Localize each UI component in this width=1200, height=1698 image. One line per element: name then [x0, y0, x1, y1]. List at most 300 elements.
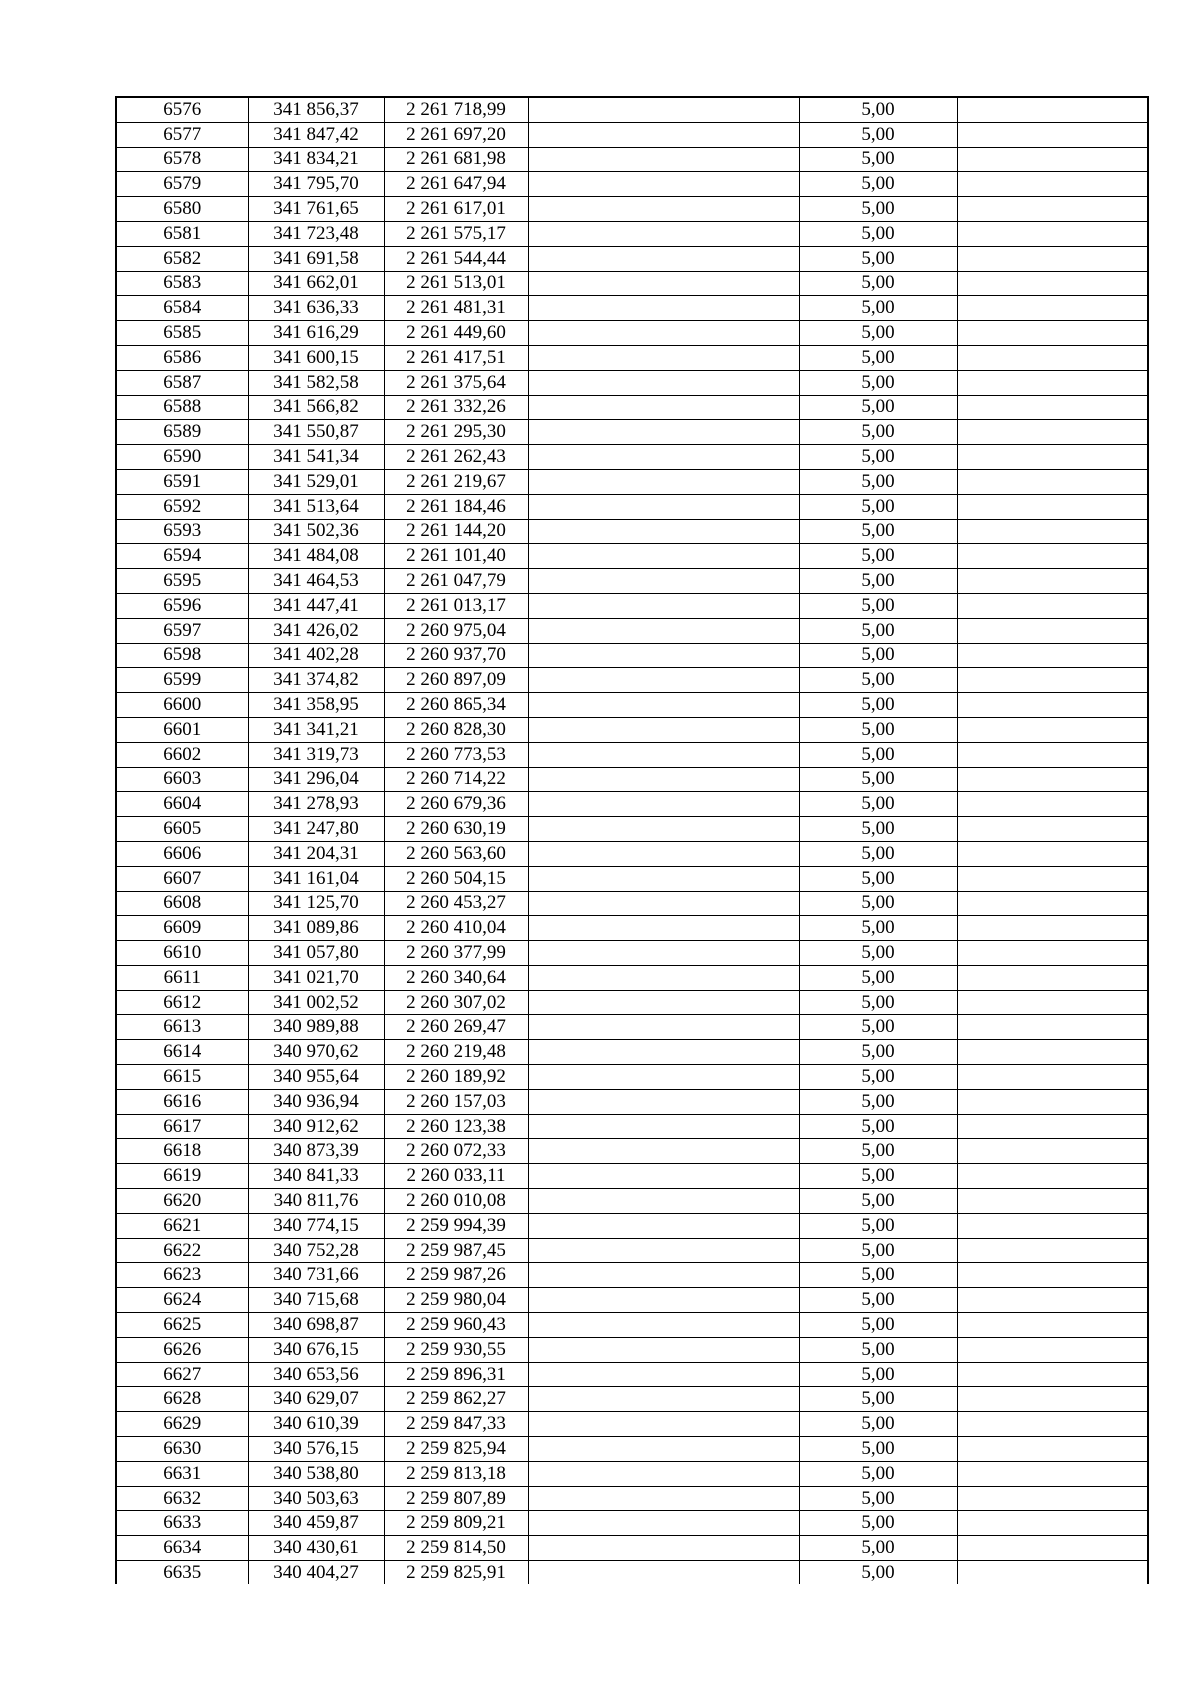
- blank-cell: [528, 569, 799, 594]
- accuracy-cell: 5,00: [799, 345, 957, 370]
- x-coordinate-cell: 340 841,33: [248, 1164, 384, 1189]
- accuracy-cell: 5,00: [799, 296, 957, 321]
- point-number-cell: 6614: [116, 1040, 248, 1065]
- point-number-cell: 6582: [116, 246, 248, 271]
- y-coordinate-cell: 2 260 123,38: [384, 1114, 528, 1139]
- notes-cell: [957, 792, 1148, 817]
- point-number-cell: 6576: [116, 97, 248, 122]
- x-coordinate-cell: 340 715,68: [248, 1288, 384, 1313]
- point-number-cell: 6615: [116, 1065, 248, 1090]
- accuracy-cell: 5,00: [799, 172, 957, 197]
- notes-cell: [957, 1387, 1148, 1412]
- point-number-cell: 6622: [116, 1238, 248, 1263]
- notes-cell: [957, 643, 1148, 668]
- notes-cell: [957, 345, 1148, 370]
- table-row: [116, 866, 1148, 891]
- blank-cell: [528, 1015, 799, 1040]
- point-number-cell: 6600: [116, 693, 248, 718]
- accuracy-cell: 5,00: [799, 693, 957, 718]
- notes-cell: [957, 1189, 1148, 1214]
- notes-cell: [957, 1040, 1148, 1065]
- blank-cell: [528, 668, 799, 693]
- accuracy-cell: 5,00: [799, 544, 957, 569]
- point-number-cell: 6589: [116, 420, 248, 445]
- blank-cell: [528, 420, 799, 445]
- y-coordinate-cell: 2 260 865,34: [384, 693, 528, 718]
- y-coordinate-cell: 2 259 896,31: [384, 1362, 528, 1387]
- accuracy-cell: 5,00: [799, 197, 957, 222]
- table-row: [116, 97, 1148, 122]
- y-coordinate-cell: 2 259 930,55: [384, 1337, 528, 1362]
- blank-cell: [528, 1561, 799, 1585]
- table-row: [116, 246, 1148, 271]
- table-row: [116, 1486, 1148, 1511]
- x-coordinate-cell: 341 358,95: [248, 693, 384, 718]
- notes-cell: [957, 1337, 1148, 1362]
- blank-cell: [528, 1536, 799, 1561]
- y-coordinate-cell: 2 260 504,15: [384, 866, 528, 891]
- table-row: [116, 1362, 1148, 1387]
- point-number-cell: 6626: [116, 1337, 248, 1362]
- table-row: [116, 767, 1148, 792]
- accuracy-cell: 5,00: [799, 147, 957, 172]
- table-row: [116, 1040, 1148, 1065]
- point-number-cell: 6632: [116, 1486, 248, 1511]
- x-coordinate-cell: 341 582,58: [248, 370, 384, 395]
- blank-cell: [528, 1164, 799, 1189]
- accuracy-cell: 5,00: [799, 1015, 957, 1040]
- blank-cell: [528, 122, 799, 147]
- accuracy-cell: 5,00: [799, 841, 957, 866]
- point-number-cell: 6602: [116, 742, 248, 767]
- notes-cell: [957, 693, 1148, 718]
- point-number-cell: 6596: [116, 593, 248, 618]
- table-row: [116, 122, 1148, 147]
- point-number-cell: 6635: [116, 1561, 248, 1585]
- x-coordinate-cell: 341 089,86: [248, 916, 384, 941]
- accuracy-cell: 5,00: [799, 1065, 957, 1090]
- blank-cell: [528, 817, 799, 842]
- notes-cell: [957, 494, 1148, 519]
- x-coordinate-cell: 341 402,28: [248, 643, 384, 668]
- y-coordinate-cell: 2 259 825,91: [384, 1561, 528, 1585]
- notes-cell: [957, 841, 1148, 866]
- blank-cell: [528, 1114, 799, 1139]
- x-coordinate-cell: 341 464,53: [248, 569, 384, 594]
- accuracy-cell: 5,00: [799, 916, 957, 941]
- table-row: [116, 1337, 1148, 1362]
- x-coordinate-cell: 340 404,27: [248, 1561, 384, 1585]
- y-coordinate-cell: 2 259 807,89: [384, 1486, 528, 1511]
- point-number-cell: 6619: [116, 1164, 248, 1189]
- accuracy-cell: 5,00: [799, 1114, 957, 1139]
- y-coordinate-cell: 2 260 033,11: [384, 1164, 528, 1189]
- accuracy-cell: 5,00: [799, 1288, 957, 1313]
- table-row: [116, 370, 1148, 395]
- table-body: [116, 97, 1148, 1584]
- x-coordinate-cell: 340 653,56: [248, 1362, 384, 1387]
- y-coordinate-cell: 2 260 410,04: [384, 916, 528, 941]
- notes-cell: [957, 395, 1148, 420]
- notes-cell: [957, 1238, 1148, 1263]
- table-row: [116, 1189, 1148, 1214]
- y-coordinate-cell: 2 261 295,30: [384, 420, 528, 445]
- x-coordinate-cell: 340 503,63: [248, 1486, 384, 1511]
- y-coordinate-cell: 2 260 828,30: [384, 717, 528, 742]
- blank-cell: [528, 469, 799, 494]
- x-coordinate-cell: 340 610,39: [248, 1412, 384, 1437]
- y-coordinate-cell: 2 261 375,64: [384, 370, 528, 395]
- notes-cell: [957, 1536, 1148, 1561]
- y-coordinate-cell: 2 261 718,99: [384, 97, 528, 122]
- notes-cell: [957, 246, 1148, 271]
- blank-cell: [528, 395, 799, 420]
- table-row: [116, 1437, 1148, 1462]
- table-row: [116, 618, 1148, 643]
- accuracy-cell: 5,00: [799, 1263, 957, 1288]
- blank-cell: [528, 866, 799, 891]
- notes-cell: [957, 965, 1148, 990]
- blank-cell: [528, 717, 799, 742]
- accuracy-cell: 5,00: [799, 593, 957, 618]
- y-coordinate-cell: 2 259 809,21: [384, 1511, 528, 1536]
- y-coordinate-cell: 2 260 679,36: [384, 792, 528, 817]
- y-coordinate-cell: 2 260 937,70: [384, 643, 528, 668]
- accuracy-cell: 5,00: [799, 97, 957, 122]
- notes-cell: [957, 1437, 1148, 1462]
- accuracy-cell: 5,00: [799, 618, 957, 643]
- accuracy-cell: 5,00: [799, 742, 957, 767]
- blank-cell: [528, 1263, 799, 1288]
- blank-cell: [528, 494, 799, 519]
- x-coordinate-cell: 341 319,73: [248, 742, 384, 767]
- blank-cell: [528, 246, 799, 271]
- y-coordinate-cell: 2 260 010,08: [384, 1189, 528, 1214]
- notes-cell: [957, 817, 1148, 842]
- notes-cell: [957, 569, 1148, 594]
- notes-cell: [957, 1213, 1148, 1238]
- notes-cell: [957, 668, 1148, 693]
- table-row: [116, 445, 1148, 470]
- table-row: [116, 717, 1148, 742]
- x-coordinate-cell: 340 731,66: [248, 1263, 384, 1288]
- accuracy-cell: 5,00: [799, 395, 957, 420]
- x-coordinate-cell: 341 002,52: [248, 990, 384, 1015]
- table-row: [116, 345, 1148, 370]
- x-coordinate-cell: 340 430,61: [248, 1536, 384, 1561]
- accuracy-cell: 5,00: [799, 1362, 957, 1387]
- y-coordinate-cell: 2 261 184,46: [384, 494, 528, 519]
- x-coordinate-cell: 340 989,88: [248, 1015, 384, 1040]
- x-coordinate-cell: 340 873,39: [248, 1139, 384, 1164]
- blank-cell: [528, 221, 799, 246]
- notes-cell: [957, 420, 1148, 445]
- x-coordinate-cell: 340 576,15: [248, 1437, 384, 1462]
- notes-cell: [957, 1313, 1148, 1338]
- point-number-cell: 6611: [116, 965, 248, 990]
- y-coordinate-cell: 2 260 563,60: [384, 841, 528, 866]
- notes-cell: [957, 122, 1148, 147]
- y-coordinate-cell: 2 261 101,40: [384, 544, 528, 569]
- notes-cell: [957, 296, 1148, 321]
- y-coordinate-cell: 2 261 544,44: [384, 246, 528, 271]
- accuracy-cell: 5,00: [799, 321, 957, 346]
- x-coordinate-cell: 341 161,04: [248, 866, 384, 891]
- point-number-cell: 6599: [116, 668, 248, 693]
- notes-cell: [957, 271, 1148, 296]
- point-number-cell: 6629: [116, 1412, 248, 1437]
- point-number-cell: 6623: [116, 1263, 248, 1288]
- blank-cell: [528, 792, 799, 817]
- x-coordinate-cell: 341 600,15: [248, 345, 384, 370]
- notes-cell: [957, 172, 1148, 197]
- x-coordinate-cell: 341 502,36: [248, 519, 384, 544]
- notes-cell: [957, 1164, 1148, 1189]
- point-number-cell: 6608: [116, 891, 248, 916]
- x-coordinate-cell: 341 662,01: [248, 271, 384, 296]
- accuracy-cell: 5,00: [799, 990, 957, 1015]
- x-coordinate-cell: 340 936,94: [248, 1089, 384, 1114]
- blank-cell: [528, 742, 799, 767]
- blank-cell: [528, 321, 799, 346]
- notes-cell: [957, 519, 1148, 544]
- x-coordinate-cell: 341 761,65: [248, 197, 384, 222]
- x-coordinate-cell: 341 341,21: [248, 717, 384, 742]
- blank-cell: [528, 643, 799, 668]
- blank-cell: [528, 916, 799, 941]
- y-coordinate-cell: 2 259 847,33: [384, 1412, 528, 1437]
- notes-cell: [957, 97, 1148, 122]
- notes-cell: [957, 1362, 1148, 1387]
- point-number-cell: 6633: [116, 1511, 248, 1536]
- table-row: [116, 420, 1148, 445]
- point-number-cell: 6616: [116, 1089, 248, 1114]
- blank-cell: [528, 618, 799, 643]
- point-number-cell: 6627: [116, 1362, 248, 1387]
- blank-cell: [528, 1213, 799, 1238]
- y-coordinate-cell: 2 260 072,33: [384, 1139, 528, 1164]
- blank-cell: [528, 1511, 799, 1536]
- accuracy-cell: 5,00: [799, 717, 957, 742]
- point-number-cell: 6592: [116, 494, 248, 519]
- blank-cell: [528, 841, 799, 866]
- notes-cell: [957, 1139, 1148, 1164]
- point-number-cell: 6597: [116, 618, 248, 643]
- y-coordinate-cell: 2 260 307,02: [384, 990, 528, 1015]
- x-coordinate-cell: 341 426,02: [248, 618, 384, 643]
- table-row: [116, 1288, 1148, 1313]
- x-coordinate-cell: 341 513,64: [248, 494, 384, 519]
- blank-cell: [528, 1139, 799, 1164]
- table-row: [116, 1238, 1148, 1263]
- notes-cell: [957, 469, 1148, 494]
- blank-cell: [528, 296, 799, 321]
- x-coordinate-cell: 341 616,29: [248, 321, 384, 346]
- table-row: [116, 1387, 1148, 1412]
- notes-cell: [957, 1089, 1148, 1114]
- point-number-cell: 6609: [116, 916, 248, 941]
- table-row: [116, 271, 1148, 296]
- accuracy-cell: 5,00: [799, 1387, 957, 1412]
- accuracy-cell: 5,00: [799, 767, 957, 792]
- table-row: [116, 693, 1148, 718]
- point-number-cell: 6579: [116, 172, 248, 197]
- accuracy-cell: 5,00: [799, 1040, 957, 1065]
- table-row: [116, 841, 1148, 866]
- table-row: [116, 1313, 1148, 1338]
- blank-cell: [528, 1486, 799, 1511]
- point-number-cell: 6606: [116, 841, 248, 866]
- accuracy-cell: 5,00: [799, 1486, 957, 1511]
- accuracy-cell: 5,00: [799, 941, 957, 966]
- accuracy-cell: 5,00: [799, 1511, 957, 1536]
- table-row: [116, 147, 1148, 172]
- blank-cell: [528, 1238, 799, 1263]
- y-coordinate-cell: 2 261 144,20: [384, 519, 528, 544]
- table-row: [116, 569, 1148, 594]
- blank-cell: [528, 965, 799, 990]
- table-row: [116, 593, 1148, 618]
- x-coordinate-cell: 340 752,28: [248, 1238, 384, 1263]
- y-coordinate-cell: 2 261 617,01: [384, 197, 528, 222]
- blank-cell: [528, 1288, 799, 1313]
- point-number-cell: 6587: [116, 370, 248, 395]
- point-number-cell: 6578: [116, 147, 248, 172]
- blank-cell: [528, 1089, 799, 1114]
- blank-cell: [528, 97, 799, 122]
- blank-cell: [528, 172, 799, 197]
- y-coordinate-cell: 2 261 047,79: [384, 569, 528, 594]
- point-number-cell: 6604: [116, 792, 248, 817]
- table-row: [116, 1065, 1148, 1090]
- notes-cell: [957, 1412, 1148, 1437]
- notes-cell: [957, 147, 1148, 172]
- blank-cell: [528, 593, 799, 618]
- y-coordinate-cell: 2 260 340,64: [384, 965, 528, 990]
- point-number-cell: 6631: [116, 1461, 248, 1486]
- accuracy-cell: 5,00: [799, 1313, 957, 1338]
- blank-cell: [528, 990, 799, 1015]
- accuracy-cell: 5,00: [799, 965, 957, 990]
- notes-cell: [957, 321, 1148, 346]
- x-coordinate-cell: 341 057,80: [248, 941, 384, 966]
- accuracy-cell: 5,00: [799, 668, 957, 693]
- table-row: [116, 941, 1148, 966]
- accuracy-cell: 5,00: [799, 445, 957, 470]
- x-coordinate-cell: 341 636,33: [248, 296, 384, 321]
- table-row: [116, 1412, 1148, 1437]
- x-coordinate-cell: 341 204,31: [248, 841, 384, 866]
- y-coordinate-cell: 2 259 813,18: [384, 1461, 528, 1486]
- notes-cell: [957, 593, 1148, 618]
- table-row: [116, 469, 1148, 494]
- point-number-cell: 6625: [116, 1313, 248, 1338]
- blank-cell: [528, 767, 799, 792]
- notes-cell: [957, 866, 1148, 891]
- blank-cell: [528, 147, 799, 172]
- blank-cell: [528, 445, 799, 470]
- table-row: [116, 742, 1148, 767]
- x-coordinate-cell: 341 847,42: [248, 122, 384, 147]
- y-coordinate-cell: 2 261 013,17: [384, 593, 528, 618]
- table-row: [116, 1536, 1148, 1561]
- accuracy-cell: 5,00: [799, 420, 957, 445]
- table-row: [116, 197, 1148, 222]
- x-coordinate-cell: 340 811,76: [248, 1189, 384, 1214]
- accuracy-cell: 5,00: [799, 866, 957, 891]
- blank-cell: [528, 1313, 799, 1338]
- point-number-cell: 6603: [116, 767, 248, 792]
- y-coordinate-cell: 2 261 697,20: [384, 122, 528, 147]
- notes-cell: [957, 1461, 1148, 1486]
- y-coordinate-cell: 2 261 219,67: [384, 469, 528, 494]
- blank-cell: [528, 1337, 799, 1362]
- x-coordinate-cell: 341 795,70: [248, 172, 384, 197]
- accuracy-cell: 5,00: [799, 643, 957, 668]
- x-coordinate-cell: 341 247,80: [248, 817, 384, 842]
- point-number-cell: 6620: [116, 1189, 248, 1214]
- accuracy-cell: 5,00: [799, 221, 957, 246]
- point-number-cell: 6624: [116, 1288, 248, 1313]
- table-row: [116, 1263, 1148, 1288]
- y-coordinate-cell: 2 260 219,48: [384, 1040, 528, 1065]
- y-coordinate-cell: 2 259 994,39: [384, 1213, 528, 1238]
- y-coordinate-cell: 2 259 987,26: [384, 1263, 528, 1288]
- y-coordinate-cell: 2 261 681,98: [384, 147, 528, 172]
- x-coordinate-cell: 341 484,08: [248, 544, 384, 569]
- accuracy-cell: 5,00: [799, 370, 957, 395]
- point-number-cell: 6605: [116, 817, 248, 842]
- table-row: [116, 1561, 1148, 1585]
- table-row: [116, 916, 1148, 941]
- x-coordinate-cell: 341 856,37: [248, 97, 384, 122]
- table-row: [116, 221, 1148, 246]
- accuracy-cell: 5,00: [799, 569, 957, 594]
- y-coordinate-cell: 2 259 960,43: [384, 1313, 528, 1338]
- blank-cell: [528, 1412, 799, 1437]
- coordinates-table: [115, 96, 1149, 1584]
- table-row: [116, 321, 1148, 346]
- point-number-cell: 6594: [116, 544, 248, 569]
- y-coordinate-cell: 2 260 773,53: [384, 742, 528, 767]
- notes-cell: [957, 1288, 1148, 1313]
- y-coordinate-cell: 2 261 417,51: [384, 345, 528, 370]
- notes-cell: [957, 891, 1148, 916]
- table-row: [116, 296, 1148, 321]
- x-coordinate-cell: 341 021,70: [248, 965, 384, 990]
- blank-cell: [528, 693, 799, 718]
- y-coordinate-cell: 2 259 862,27: [384, 1387, 528, 1412]
- x-coordinate-cell: 340 774,15: [248, 1213, 384, 1238]
- table-row: [116, 1511, 1148, 1536]
- table-row: [116, 395, 1148, 420]
- blank-cell: [528, 891, 799, 916]
- notes-cell: [957, 1561, 1148, 1585]
- point-number-cell: 6577: [116, 122, 248, 147]
- notes-cell: [957, 1015, 1148, 1040]
- notes-cell: [957, 1263, 1148, 1288]
- table-row: [116, 1015, 1148, 1040]
- y-coordinate-cell: 2 260 630,19: [384, 817, 528, 842]
- point-number-cell: 6590: [116, 445, 248, 470]
- y-coordinate-cell: 2 261 262,43: [384, 445, 528, 470]
- notes-cell: [957, 445, 1148, 470]
- point-number-cell: 6613: [116, 1015, 248, 1040]
- notes-cell: [957, 941, 1148, 966]
- point-number-cell: 6598: [116, 643, 248, 668]
- table-row: [116, 1089, 1148, 1114]
- y-coordinate-cell: 2 259 814,50: [384, 1536, 528, 1561]
